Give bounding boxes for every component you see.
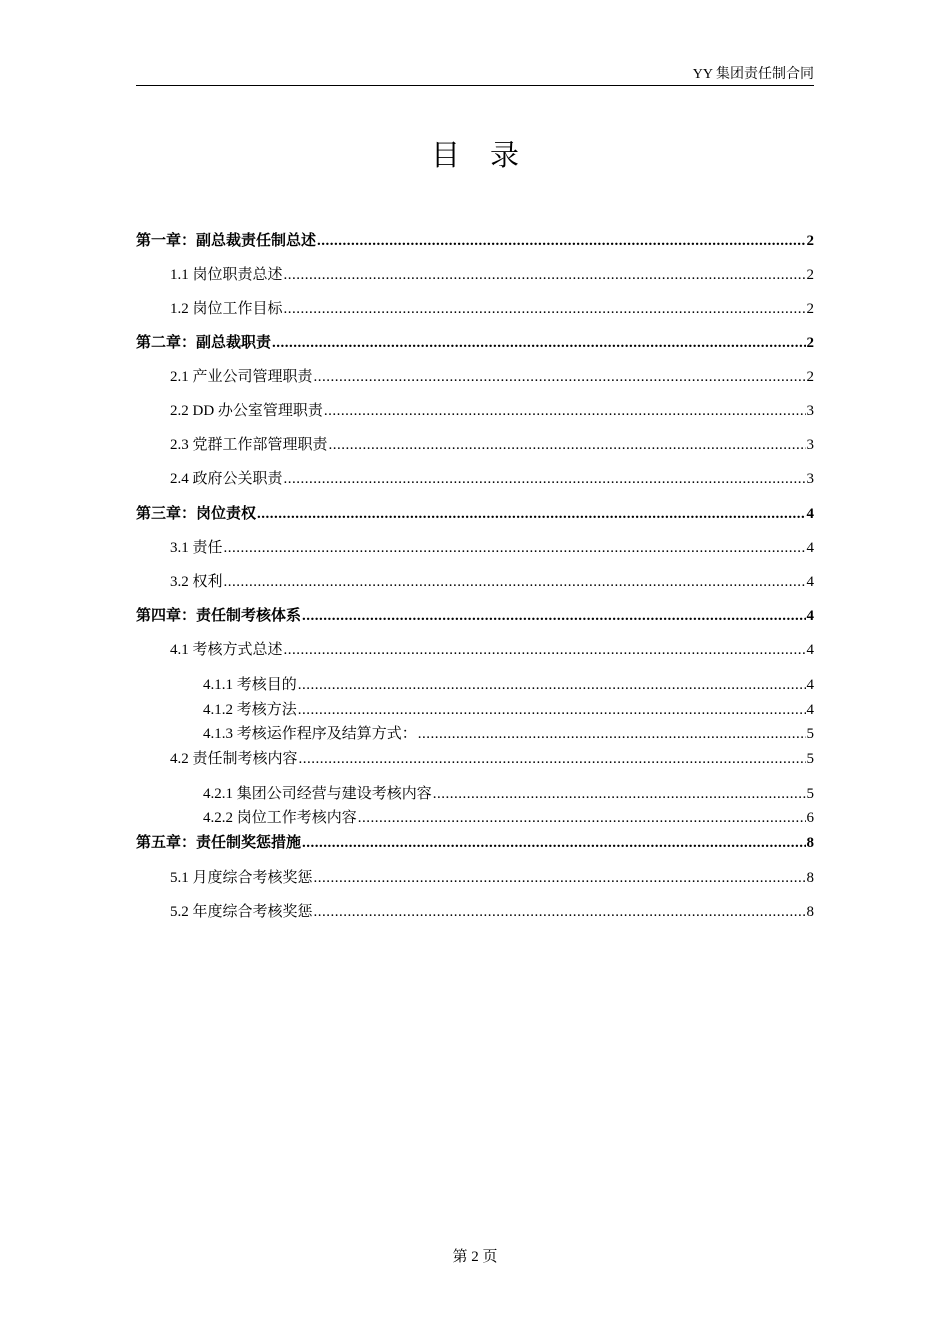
toc-entry-page: 4 xyxy=(806,506,814,522)
dot-leader xyxy=(317,231,805,251)
toc-entry-page: 5 xyxy=(806,726,814,742)
toc-entry-label: 2.2 DD 办公室管理职责 xyxy=(170,403,323,419)
dot-leader xyxy=(284,265,806,285)
toc-entry-4-1-3[interactable] xyxy=(203,724,814,744)
dot-leader xyxy=(298,700,806,720)
dot-leader xyxy=(314,868,806,888)
toc-entry-page: 8 xyxy=(806,904,814,920)
dot-leader xyxy=(314,367,806,387)
dot-leader xyxy=(324,401,806,421)
toc-entry-label: 5.2 年度综合考核奖惩 xyxy=(170,904,313,920)
dot-leader xyxy=(224,538,806,558)
toc-entry-2-1[interactable] xyxy=(170,367,814,387)
toc-entry-page: 4 xyxy=(806,540,814,556)
toc-entry-page: 8 xyxy=(806,870,814,886)
toc-entry-page: 6 xyxy=(806,810,814,826)
dot-leader xyxy=(284,469,806,489)
toc-entry-page: 4 xyxy=(806,677,814,693)
dot-leader xyxy=(302,606,805,626)
running-header: YY 集团责任制合同 xyxy=(692,67,814,82)
toc-entry-label: 第五章：责任制奖惩措施 xyxy=(136,835,302,851)
dot-leader xyxy=(224,572,806,592)
toc-entry-4-2[interactable] xyxy=(170,749,814,769)
dot-leader xyxy=(272,333,805,353)
header-divider xyxy=(136,85,814,86)
toc-entry-label: 第三章：岗位责权 xyxy=(136,506,257,522)
toc-entry-chapter-3[interactable] xyxy=(136,504,814,524)
toc-entry-2-3[interactable] xyxy=(170,435,814,455)
toc-entry-label: 2.3 党群工作部管理职责 xyxy=(170,437,328,453)
toc-entry-label: 4.2.2 岗位工作考核内容 xyxy=(203,810,357,826)
toc-entry-1-1[interactable] xyxy=(170,265,814,285)
dot-leader xyxy=(298,675,806,695)
toc-entry-label: 2.1 产业公司管理职责 xyxy=(170,369,313,385)
toc-entry-label: 1.1 岗位职责总述 xyxy=(170,267,283,283)
dot-leader xyxy=(257,504,805,524)
toc-entry-page: 4 xyxy=(806,702,814,718)
toc-entry-label: 3.1 责任 xyxy=(170,540,223,556)
toc-title: 目录 xyxy=(430,140,549,172)
toc-entry-1-2[interactable] xyxy=(170,299,814,319)
dot-leader xyxy=(302,833,805,853)
toc-entry-label: 4.2.1 集团公司经营与建设考核内容 xyxy=(203,786,432,802)
toc-entry-page: 3 xyxy=(806,403,814,419)
toc-entry-page: 4 xyxy=(806,574,814,590)
toc-entry-page: 2 xyxy=(806,301,814,317)
toc-entry-page: 4 xyxy=(806,642,814,658)
toc-entry-4-1-2[interactable] xyxy=(203,700,814,720)
toc-entry-label: 第一章：副总裁责任制总述 xyxy=(136,233,317,249)
toc-entry-3-2[interactable] xyxy=(170,572,814,592)
toc-entry-label: 1.2 岗位工作目标 xyxy=(170,301,283,317)
toc-entry-label: 4.1.1 考核目的 xyxy=(203,677,297,693)
toc-entry-label: 4.2 责任制考核内容 xyxy=(170,751,298,767)
toc-entry-chapter-2[interactable] xyxy=(136,333,814,353)
dot-leader xyxy=(358,808,806,828)
toc-entry-4-1[interactable] xyxy=(170,640,814,660)
dot-leader xyxy=(314,902,806,922)
toc-entry-page: 2 xyxy=(806,267,814,283)
toc-entry-label: 5.1 月度综合考核奖惩 xyxy=(170,870,313,886)
toc-entry-label: 第二章：副总裁职责 xyxy=(136,335,272,351)
toc-entry-page: 2 xyxy=(806,369,814,385)
dot-leader xyxy=(284,640,806,660)
dot-leader xyxy=(284,299,806,319)
toc-entry-3-1[interactable] xyxy=(170,538,814,558)
dot-leader xyxy=(299,749,806,769)
toc-entry-5-1[interactable] xyxy=(170,868,814,888)
toc-entry-chapter-5[interactable] xyxy=(136,833,814,853)
toc-entry-chapter-1[interactable] xyxy=(136,231,814,251)
toc-entry-label: 第四章：责任制考核体系 xyxy=(136,608,302,624)
dot-leader xyxy=(433,784,806,804)
toc-entry-label: 4.1.3 考核运作程序及结算方式： xyxy=(203,726,417,742)
dot-leader xyxy=(329,435,806,455)
page-number-footer: 第 2 页 xyxy=(452,1249,498,1265)
toc-entry-page: 4 xyxy=(806,608,814,624)
toc-entry-4-2-2[interactable] xyxy=(203,808,814,828)
toc-entry-4-1-1[interactable] xyxy=(203,675,814,695)
toc-entry-label: 2.4 政府公关职责 xyxy=(170,471,283,487)
toc-entry-label: 4.1.2 考核方法 xyxy=(203,702,297,718)
toc-entry-page: 3 xyxy=(806,471,814,487)
toc-entry-page: 3 xyxy=(806,437,814,453)
toc-entry-page: 5 xyxy=(806,786,814,802)
toc-entry-4-2-1[interactable] xyxy=(203,784,814,804)
toc-entry-chapter-4[interactable] xyxy=(136,606,814,626)
toc-entry-page: 2 xyxy=(806,233,814,249)
toc-entry-2-4[interactable] xyxy=(170,469,814,489)
toc-entry-2-2[interactable] xyxy=(170,401,814,421)
toc-entry-label: 4.1 考核方式总述 xyxy=(170,642,283,658)
toc-entry-page: 2 xyxy=(806,335,814,351)
toc-entry-page: 5 xyxy=(806,751,814,767)
dot-leader xyxy=(418,724,806,744)
toc-entry-5-2[interactable] xyxy=(170,902,814,922)
toc-entry-label: 3.2 权利 xyxy=(170,574,223,590)
toc-entry-page: 8 xyxy=(806,835,814,851)
